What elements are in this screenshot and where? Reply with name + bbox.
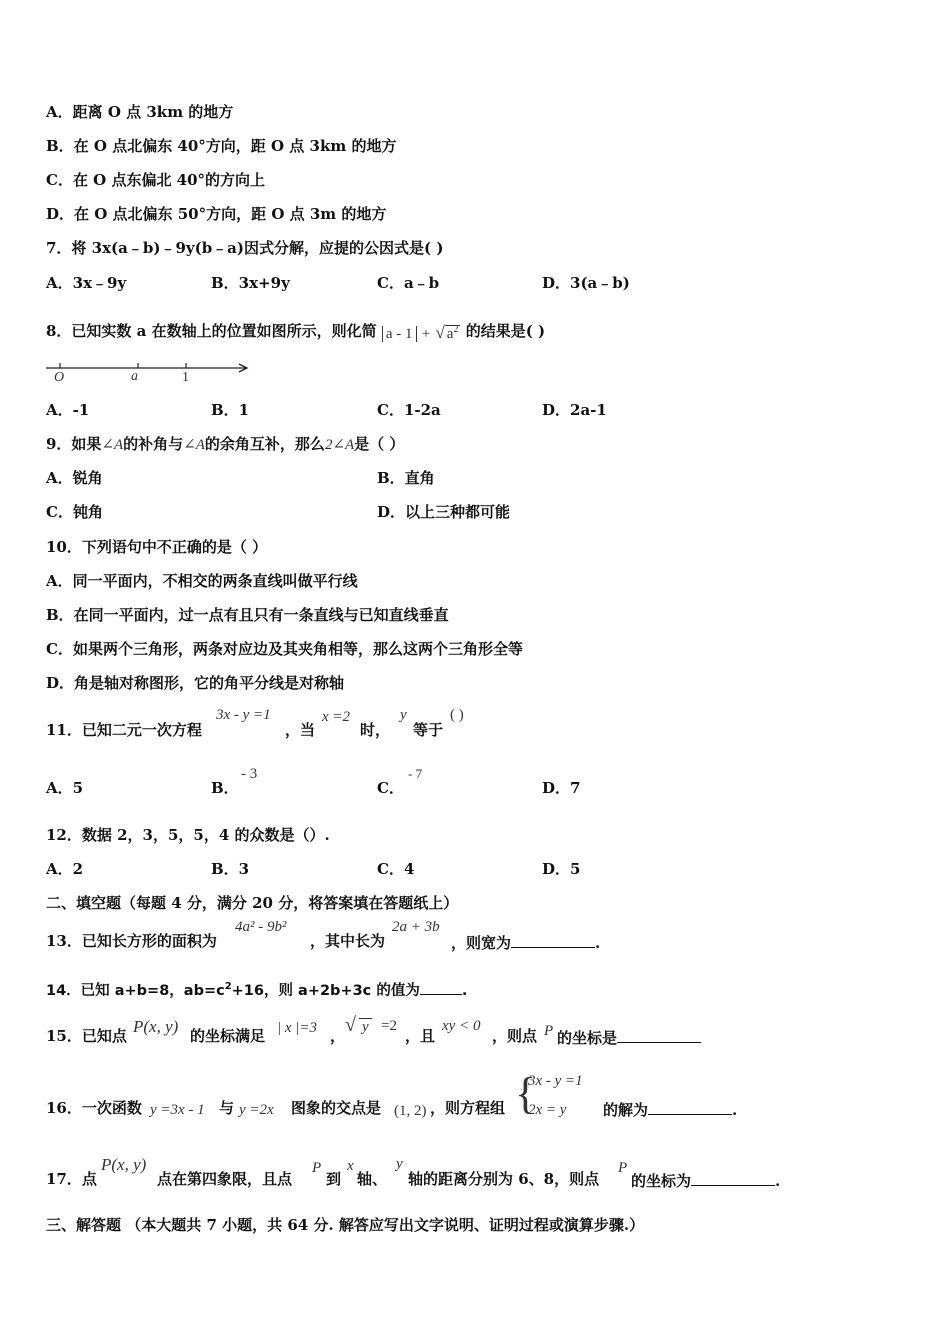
q11-text-3: 时，: [360, 721, 391, 739]
q15-text-6-label: 的坐标是: [557, 1029, 618, 1047]
q11-option-c-value: - 7: [408, 766, 423, 781]
q10-stem: 10．下列语句中不正确的是（ ）: [46, 538, 268, 556]
q11-text-1: 11．已知二元一次方程: [46, 721, 202, 739]
q9-stem: [46, 434, 404, 455]
q7-option-c: C．a﹣b: [377, 274, 440, 292]
q13-text-3: [451, 931, 600, 953]
q11-var-y: y: [400, 707, 407, 723]
q10-option-d: D．角是轴对称图形，它的角平分线是对称轴: [46, 674, 345, 692]
q13-text-1: 13．已知长方形的面积为: [46, 932, 217, 950]
q17-p-var: P: [312, 1160, 322, 1176]
q16-text-2: 与: [219, 1099, 235, 1117]
q14-text-2: +16，则 a+2b+3c 的值为: [231, 982, 420, 999]
q9-option-a: A．锐角: [46, 469, 103, 487]
q12-stem: 12．数据 2，3，5，5，4 的众数是（）.: [46, 826, 330, 844]
q16-text-3: 图象的交点是: [291, 1099, 382, 1117]
q10-option-a: A．同一平面内，不相交的两条直线叫做平行线: [46, 572, 358, 590]
q12-option-d: D．5: [542, 860, 581, 878]
q15-eq2: =2: [381, 1018, 397, 1034]
q8-stem: [46, 320, 545, 344]
q8-sqrt-exp: 2: [453, 324, 459, 335]
q15-text-4: ，且: [405, 1027, 436, 1045]
q17-text-5: 轴的距离分别为 6、8，则点: [408, 1170, 600, 1188]
q12-option-b: B．3: [211, 860, 250, 878]
q17-text-1: 17．点: [46, 1170, 97, 1188]
q8-number-line: [44, 358, 254, 388]
q9-text-2: 的补角与: [123, 435, 184, 453]
q8-option-a: A．-1: [46, 401, 90, 419]
q15-abs: | x |=3: [277, 1020, 318, 1036]
q6-option-c: C．在 O 点东偏北 40°的方向上: [46, 171, 266, 189]
q11-text-2: ，当: [285, 721, 316, 739]
q17-text-6: [631, 1169, 780, 1191]
q16-system-eq1: 3x - y =1: [528, 1073, 583, 1089]
brace-icon: {: [515, 1069, 537, 1118]
q15-answer-blank[interactable]: [617, 1026, 701, 1043]
q11-text-4: 等于: [413, 721, 444, 739]
q11-option-d: D．7: [542, 779, 581, 797]
q8-plus: +: [421, 326, 431, 342]
q17-point: P(x, y): [101, 1155, 147, 1174]
q11-equation: 3x - y =1: [216, 707, 271, 723]
sqrt-icon: √: [435, 323, 445, 342]
q14-period: .: [461, 982, 468, 999]
q12-option-a: A．2: [46, 860, 84, 878]
q16-text-5-label: 的解为: [603, 1101, 649, 1119]
q8-stem-text: 8．已知实数 a 在数轴上的位置如图所示，则化简: [46, 322, 377, 340]
q8-option-c: C．1-2a: [377, 401, 441, 419]
q13-area: 4a² - 9b²: [235, 919, 287, 935]
q7-option-a: A．3x﹣9y: [46, 274, 127, 292]
q12-option-c: C．4: [377, 860, 415, 878]
q17-y-var: y: [396, 1156, 403, 1172]
q9-text-4: 是（ ）: [354, 435, 405, 453]
q11-option-b: B．: [211, 779, 239, 797]
q13-text-3-label: ，则宽为: [451, 934, 512, 952]
q8-sqrt-var: a: [446, 326, 454, 342]
q13-length: 2a + 3b: [392, 919, 440, 935]
q13-period: .: [595, 934, 601, 952]
q7-option-b: B．3x+9y: [211, 274, 290, 292]
q16-intersection: (1, 2): [394, 1103, 427, 1119]
q8-abs-expr: a - 1: [382, 326, 417, 342]
q15-p-var: P: [544, 1023, 554, 1039]
q15-text-5: ，则点: [492, 1027, 538, 1045]
q16-function-2: y =2x: [239, 1102, 274, 1118]
q17-answer-blank[interactable]: [691, 1169, 775, 1186]
q16-text-5: [603, 1098, 737, 1120]
q6-option-d: D．在 O 点北偏东 50°方向，距 O 点 3m 的地方: [46, 205, 387, 223]
q15-text-3: ，: [330, 1027, 346, 1045]
q15-text-1: 15．已知点: [46, 1027, 127, 1045]
q17-x-var: x: [347, 1158, 354, 1174]
q6-option-a: A．距离 O 点 3km 的地方: [46, 103, 234, 121]
q9-option-b: B．直角: [377, 469, 435, 487]
numberline-label-1: 1: [182, 370, 189, 385]
q7-stem: 7．将 3x(a﹣b)﹣9y(b﹣a)因式分解，应提的公因式是( ): [46, 239, 444, 257]
q14-superscript: 2: [224, 981, 232, 992]
q16-answer-blank[interactable]: [648, 1098, 732, 1115]
numberline-label-o: O: [54, 370, 65, 385]
q9-text-3: 的余角互补，那么: [204, 435, 325, 453]
q15-point: P(x, y): [133, 1017, 179, 1036]
q10-option-b: B．在同一平面内，过一点有且只有一条直线与已知直线垂直: [46, 606, 449, 624]
q8-option-b: B．1: [211, 401, 250, 419]
section-3-heading: 三、解答题 （本大题共 7 小题，共 64 分. 解答应写出文字说明、证明过程或演算步骤.）: [46, 1216, 645, 1234]
q8-stem-tail: 的结果是( ): [465, 322, 546, 340]
q9-option-c: C．钝角: [46, 503, 103, 521]
q17-p-var-2: P: [618, 1160, 628, 1176]
q8-sqrt-radicand: [445, 325, 461, 342]
q17-text-4: 轴、: [357, 1170, 388, 1188]
q9-text-1: 9．如果: [46, 435, 102, 453]
q7-option-d: D．3(a﹣b): [542, 274, 630, 292]
q16-function-1: y =3x - 1: [150, 1102, 205, 1118]
q16-system-eq2: 2x = y: [528, 1102, 567, 1118]
q10-option-c: C．如果两个三角形，两条对应边及其夹角相等，那么这两个三角形全等: [46, 640, 523, 658]
q14-stem: [46, 977, 467, 1001]
q6-option-b: B．在 O 点北偏东 40°方向，距 O 点 3km 的地方: [46, 137, 397, 155]
q11-condition: x =2: [322, 709, 351, 725]
q17-text-6-label: 的坐标为: [631, 1172, 692, 1190]
q16-text-4: ，则方程组: [430, 1099, 506, 1117]
q9-angle-2a: 2∠A: [324, 437, 355, 453]
q9-angle-a: ∠A: [101, 437, 124, 453]
q8-option-d: D．2a-1: [542, 401, 607, 419]
q16-period: .: [732, 1101, 738, 1119]
q13-answer-blank[interactable]: [511, 931, 595, 948]
q15-text-2: 的坐标满足: [190, 1027, 266, 1045]
q11-option-b-value: - 3: [241, 766, 258, 782]
q14-text-1: 14．已知 a+b=8，ab=c: [46, 982, 225, 999]
q13-text-2: ，其中长为: [310, 932, 386, 950]
q11-option-a: A．5: [46, 779, 84, 797]
q8-expression: [382, 320, 461, 344]
section-2-heading: 二、填空题（每题 4 分，满分 20 分，将答案填在答题纸上）: [46, 894, 459, 912]
q15-text-6: [557, 1026, 701, 1048]
q15-xy: xy < 0: [442, 1018, 481, 1034]
q14-answer-blank[interactable]: [420, 978, 462, 995]
q15-sqrt-y: y: [359, 1018, 372, 1036]
numberline-label-a: a: [131, 369, 138, 384]
q9-option-d: D．以上三种都可能: [377, 503, 511, 521]
q9-angle-a-2: ∠A: [183, 437, 205, 453]
q17-text-2: 点在第四象限，且点: [157, 1170, 293, 1188]
sqrt-icon: √: [345, 1014, 356, 1036]
q11-answer-paren: ( ): [450, 707, 464, 723]
q11-option-c: C．: [377, 779, 404, 797]
q17-period: .: [775, 1172, 781, 1190]
q17-text-3: 到: [326, 1170, 342, 1188]
q16-text-1: 16．一次函数: [46, 1099, 142, 1117]
